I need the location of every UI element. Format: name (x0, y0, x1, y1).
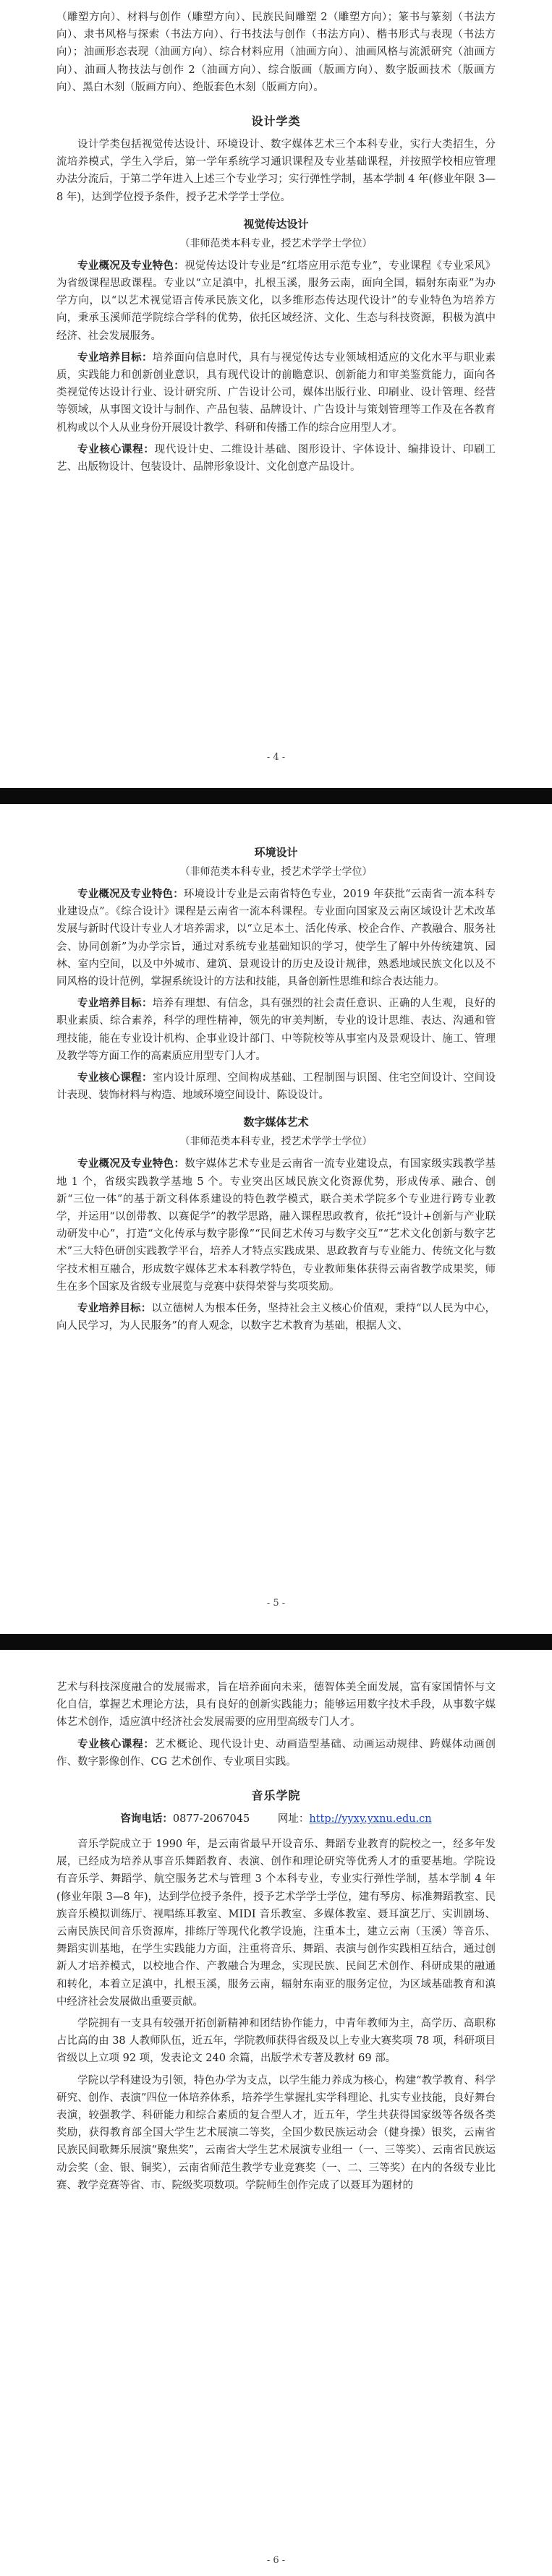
document-page-1 (0, 0, 552, 788)
dma-goal-continued: 艺术与科技深度融合的发展需求，旨在培养面向未来，德智体美全面发展，富有家国情怀与文化自信，掌握艺术理论方法，具有良好的创新实践能力；能够运用数字技术手段，从事数字媒体艺术创作，适应滇中经济社会发展需要的应用型高级专门人才。 (56, 1682, 496, 1729)
page-2-content (56, 834, 496, 1339)
text: 培养面向信息时代，具有与视觉传达专业领域相适应的文化水平与职业素质，实践能力和创新创业意识，具有现代设计的前瞻意识、创新能力和审美鉴赏能力，面向各类视觉传达设计行业、设计研究所、广告设计公司，媒体出版行业、印刷业、设计管理、经营等领域，从事图文设计与制作、产品包装、品牌设计、广告设计与策划管理等工作及在各教育机构或以个人从业身份开展设计教学、科研和传播工作的综合应用型人才。 (56, 351, 496, 434)
vcd-core-paragraph (56, 441, 496, 476)
major-title-vcd: 视觉传达设计 (243, 217, 309, 231)
dma-core-paragraph (56, 1736, 496, 1771)
document-page-3 (0, 1650, 552, 2576)
env-goal-paragraph (56, 995, 496, 1065)
label: 专业概况及专业特色： (77, 259, 185, 272)
section-title-design: 设计学类 (251, 114, 301, 129)
text: 视觉传达设计专业是“红塔应用示范专业”，专业课程《专业采风》为省级课程思政课程。专业以“立足滇中，扎根玉溪，服务云南，面向全国，辐射东南亚”为办学方向，以“以艺术视觉语言传承民族文化，以多维形态传达现代设计”的专业特色为培养方向，秉承玉溪师范学院综合学科的优势，依托区域经济、文化、生态与科技资源，积极为滇中经济、社会发展服务。 (56, 260, 496, 342)
dma-goal-paragraph (56, 1300, 496, 1335)
page-separator (0, 1634, 552, 1650)
label: 专业培养目标： (77, 997, 153, 1010)
env-core-paragraph (56, 1069, 496, 1104)
label: 专业培养目标： (77, 1302, 152, 1315)
page-3-content (56, 1679, 496, 2199)
phone-number: 0877-2067045 (172, 1813, 250, 1826)
dma-features-paragraph (56, 1155, 496, 1296)
major-subtitle-dma: （非师范类本科专业，授艺术学学士学位） (179, 1136, 373, 1148)
label: 专业培养目标： (77, 351, 153, 364)
vcd-features-paragraph (56, 257, 496, 345)
text: 以立德树人为根本任务，坚持社会主义核心价值观，秉持“以人民为中心，向人民学习，为人民服务”的育人观念，以数字艺术教育为基础，根据人文、 (56, 1303, 496, 1332)
label: 专业概况及专业特色： (77, 888, 184, 900)
website-link[interactable]: http://yyxy.yxnu.edu.cn (309, 1813, 432, 1826)
major-title-dma: 数字媒体艺术 (243, 1116, 309, 1129)
design-intro-paragraph: 设计学类包括视觉传达设计、环境设计、数字媒体艺术三个本科专业，实行大类招生，分流培养模式，学生入学后，第一学年系统学习通识课程及专业基础课程，并按照学校相应管理办法分流后，于第二学年进入上述三个专业学习；实行弹性学制，基本学制 4 年(修业年限 3—8 年)，达到学位授予条件，授予艺术学学士学位。 (56, 139, 496, 203)
label: 专业核心课程： (77, 442, 155, 455)
text: 室内设计原理、空间构成基础、工程制图与识图、住宅空间设计、空间设计表现、装饰材料与构造、地域环境空间设计、陈设设计。 (56, 1072, 496, 1102)
label: 专业核心课程： (77, 1071, 153, 1084)
page-separator (0, 788, 552, 804)
section-title-music: 音乐学院 (251, 1789, 301, 1803)
env-features-paragraph (56, 886, 496, 990)
page-number: - 5 - (266, 1598, 286, 1609)
vcd-goal-paragraph (56, 349, 496, 437)
music-paragraph-2: 学院拥有一支具有较强开拓创新精神和团结协作能力，中青年教师为主，高学历、高职称占比高的由 38 人教师队伍，近五年，学院教师获得省级及以上专业大赛奖项 78 项，科研项目省级以上立项 92 项，发表论文 240 余篇，出版学术专著及教材 69 部。 (56, 2018, 496, 2065)
label: 专业核心课程： (77, 1737, 155, 1750)
music-paragraph-1: 音乐学院成立于 1990 年，是云南省最早开设音乐、舞蹈专业教育的院校之一，经多年发展，已经成为培养从事音乐舞蹈教育、表演、创作和理论研究等优秀人才的重要基地。学院设有音乐学、舞蹈学、航空服务艺术与管理 3 个本科专业，专业实行弹性学制，基本学制 4 年(修业年限 3—8 年)，达到学位授予条件，授予艺术学学士学位，建有琴房、标准舞蹈教室、民族音乐模拟训练厅、视唱练耳教室、MIDI 音乐教室、多媒体教室、聂耳演艺厅、实训剧场、云南民族民间音乐资源库，排练厅等现代化教学设施，注重本土，建立云南（玉溪）等音乐、舞蹈实训基地，在学生实践能力方面，注重将音乐、舞蹈、表演与创作实践相互结合，通过创新人才培养模式，以校地合作、产教融合为理念，实现民族、民间艺术创作、科研成果的融通和转化，本着立足滇中，扎根玉溪，服务云南，辐射东南亚的服务定位，为区域基础教育和滇中经济社会发展做出重要贡献。 (56, 1839, 496, 2008)
major-subtitle-vcd: （非师范类本科专业，授艺术学学士学位） (179, 237, 373, 249)
phone-label: 咨询电话： (120, 1813, 173, 1826)
major-subtitle-env: （非师范类本科专业，授艺术学学士学位） (179, 866, 373, 878)
text: 艺术概论、现代设计史、动画造型基础、动画运动规律、跨媒体动画创作、数字影像创作、CG 艺术创作、专业项目实践。 (56, 1738, 496, 1768)
contact-line (56, 1810, 496, 1826)
website-label: 网址： (277, 1813, 310, 1826)
intro-paragraph: （雕塑方向）、材料与创作（雕塑方向）、民族民间雕塑 2（雕塑方向）；篆书与篆刻（书法方向）、隶书风格与探索（书法方向）、行书技法与创作（书法方向）、楷书形式与表现（书法方向）；油画形态表现（油画方向）、综合材料应用（油画方向）、油画风格与流派研究（油画方向）、油画人物技法与创作 2（油画方向）、综合版画（版画方向）、数字版画技术（版画方向）、黑白木刻（版画方向）、绝版套色木刻（版画方向）。 (56, 12, 496, 93)
music-paragraph-3: 学院以学科建设为引领，特色办学为支点，以学生能力养成为核心，构建“教学教育、科学研究、创作、表演”四位一体培养体系，培养学生掌握扎实学科理论、扎实专业技能，良好舞台表演，较强教学、科研能力和综合素质的复合型人才，近五年，学生共获得国家级等各级各类奖励，获得教育部全国大学生艺术展演二等奖，全国少数民族运动会（健身操）银奖，云南省民族民间歌舞乐展演“聚焦奖”，云南省大学生艺术展演专业组一（一、三等奖）、云南省民族运动会奖（金、银、铜奖），云南省师范生教学专业竞赛奖（一、二、三等奖）在内的各级专业比赛、教学竞赛等省、市、院级奖项数项。学院师生创作完成了以聂耳为题材的 (56, 2074, 496, 2191)
page-1-content (56, 9, 496, 480)
page-number: - 4 - (266, 752, 286, 763)
label: 专业概况及专业特色： (77, 1158, 185, 1171)
text: 环境设计专业是云南省特色专业，2019 年获批“云南省一流本科专业建设点”。《综合设计》课程是云南省一流本科课程。专业面向国家及云南区域设计艺术改革发展与新时代设计专业人才培养需求，以“立足本土、活化传承、校企合作、产教融合、服务社会、协同创新”为办学宗旨，通过对系统专业基础知识的学习，使学生了解中外传统建筑、园林、室内空间，以及中外城市、建筑、景观设计的历史及设计规律，熟悉地域民族文化以及不同风格的设计范例，掌握系统设计的方法和技能，具备创新性思维和综合表达能力。 (56, 889, 496, 988)
major-title-env: 环境设计 (254, 846, 298, 859)
page-number: - 6 - (266, 2555, 286, 2566)
document-page-2 (0, 804, 552, 1634)
text: 培养有理想、有信念，具有强烈的社会责任意识、正确的人生观，良好的职业素质、综合素养，科学的理性精神，领先的审美判断，专业的设计思维、表达、沟通和管理技能，能在专业设计机构、企事业设计部门、中等院校等从事室内及景观设计、施工、管理及教学等方面工作的高素质应用型专门人才。 (56, 998, 496, 1062)
text: 现代设计史、二维设计基础、图形设计、字体设计、编排设计、印刷工艺、出版物设计、包装设计、品牌形象设计、文化创意产品设计。 (56, 443, 496, 474)
text: 数字媒体艺术专业是云南省一流专业建设点，有国家级实践教学基地 1 个，省级实践教学基地 5 个。专业突出区域民族文化资源优势，形成传承、融合、创新“三位一体”的基于新文科体系建设的特色教学模式，联合美术学院多个专业进行跨专业教学，并运用“以创带教、以赛促学”的教学思路，融入课程思政教育，依托“设计+创新与产业联动研发中心”，打造“文化传承与数字影像”“民间艺术传习与数字交互”“艺术文化创新与数字艺术”三大特色研创实践教学平台，培养人才特点实践成果、思政教育与专业能力、传统文化与数字技术相互融合，形成数字媒体艺术本科教学特色，专业教师集体获得云南省教学成果奖，师生在多个国家及省级专业展览与竞赛中获得荣誉与奖项奖励。 (56, 1158, 496, 1293)
